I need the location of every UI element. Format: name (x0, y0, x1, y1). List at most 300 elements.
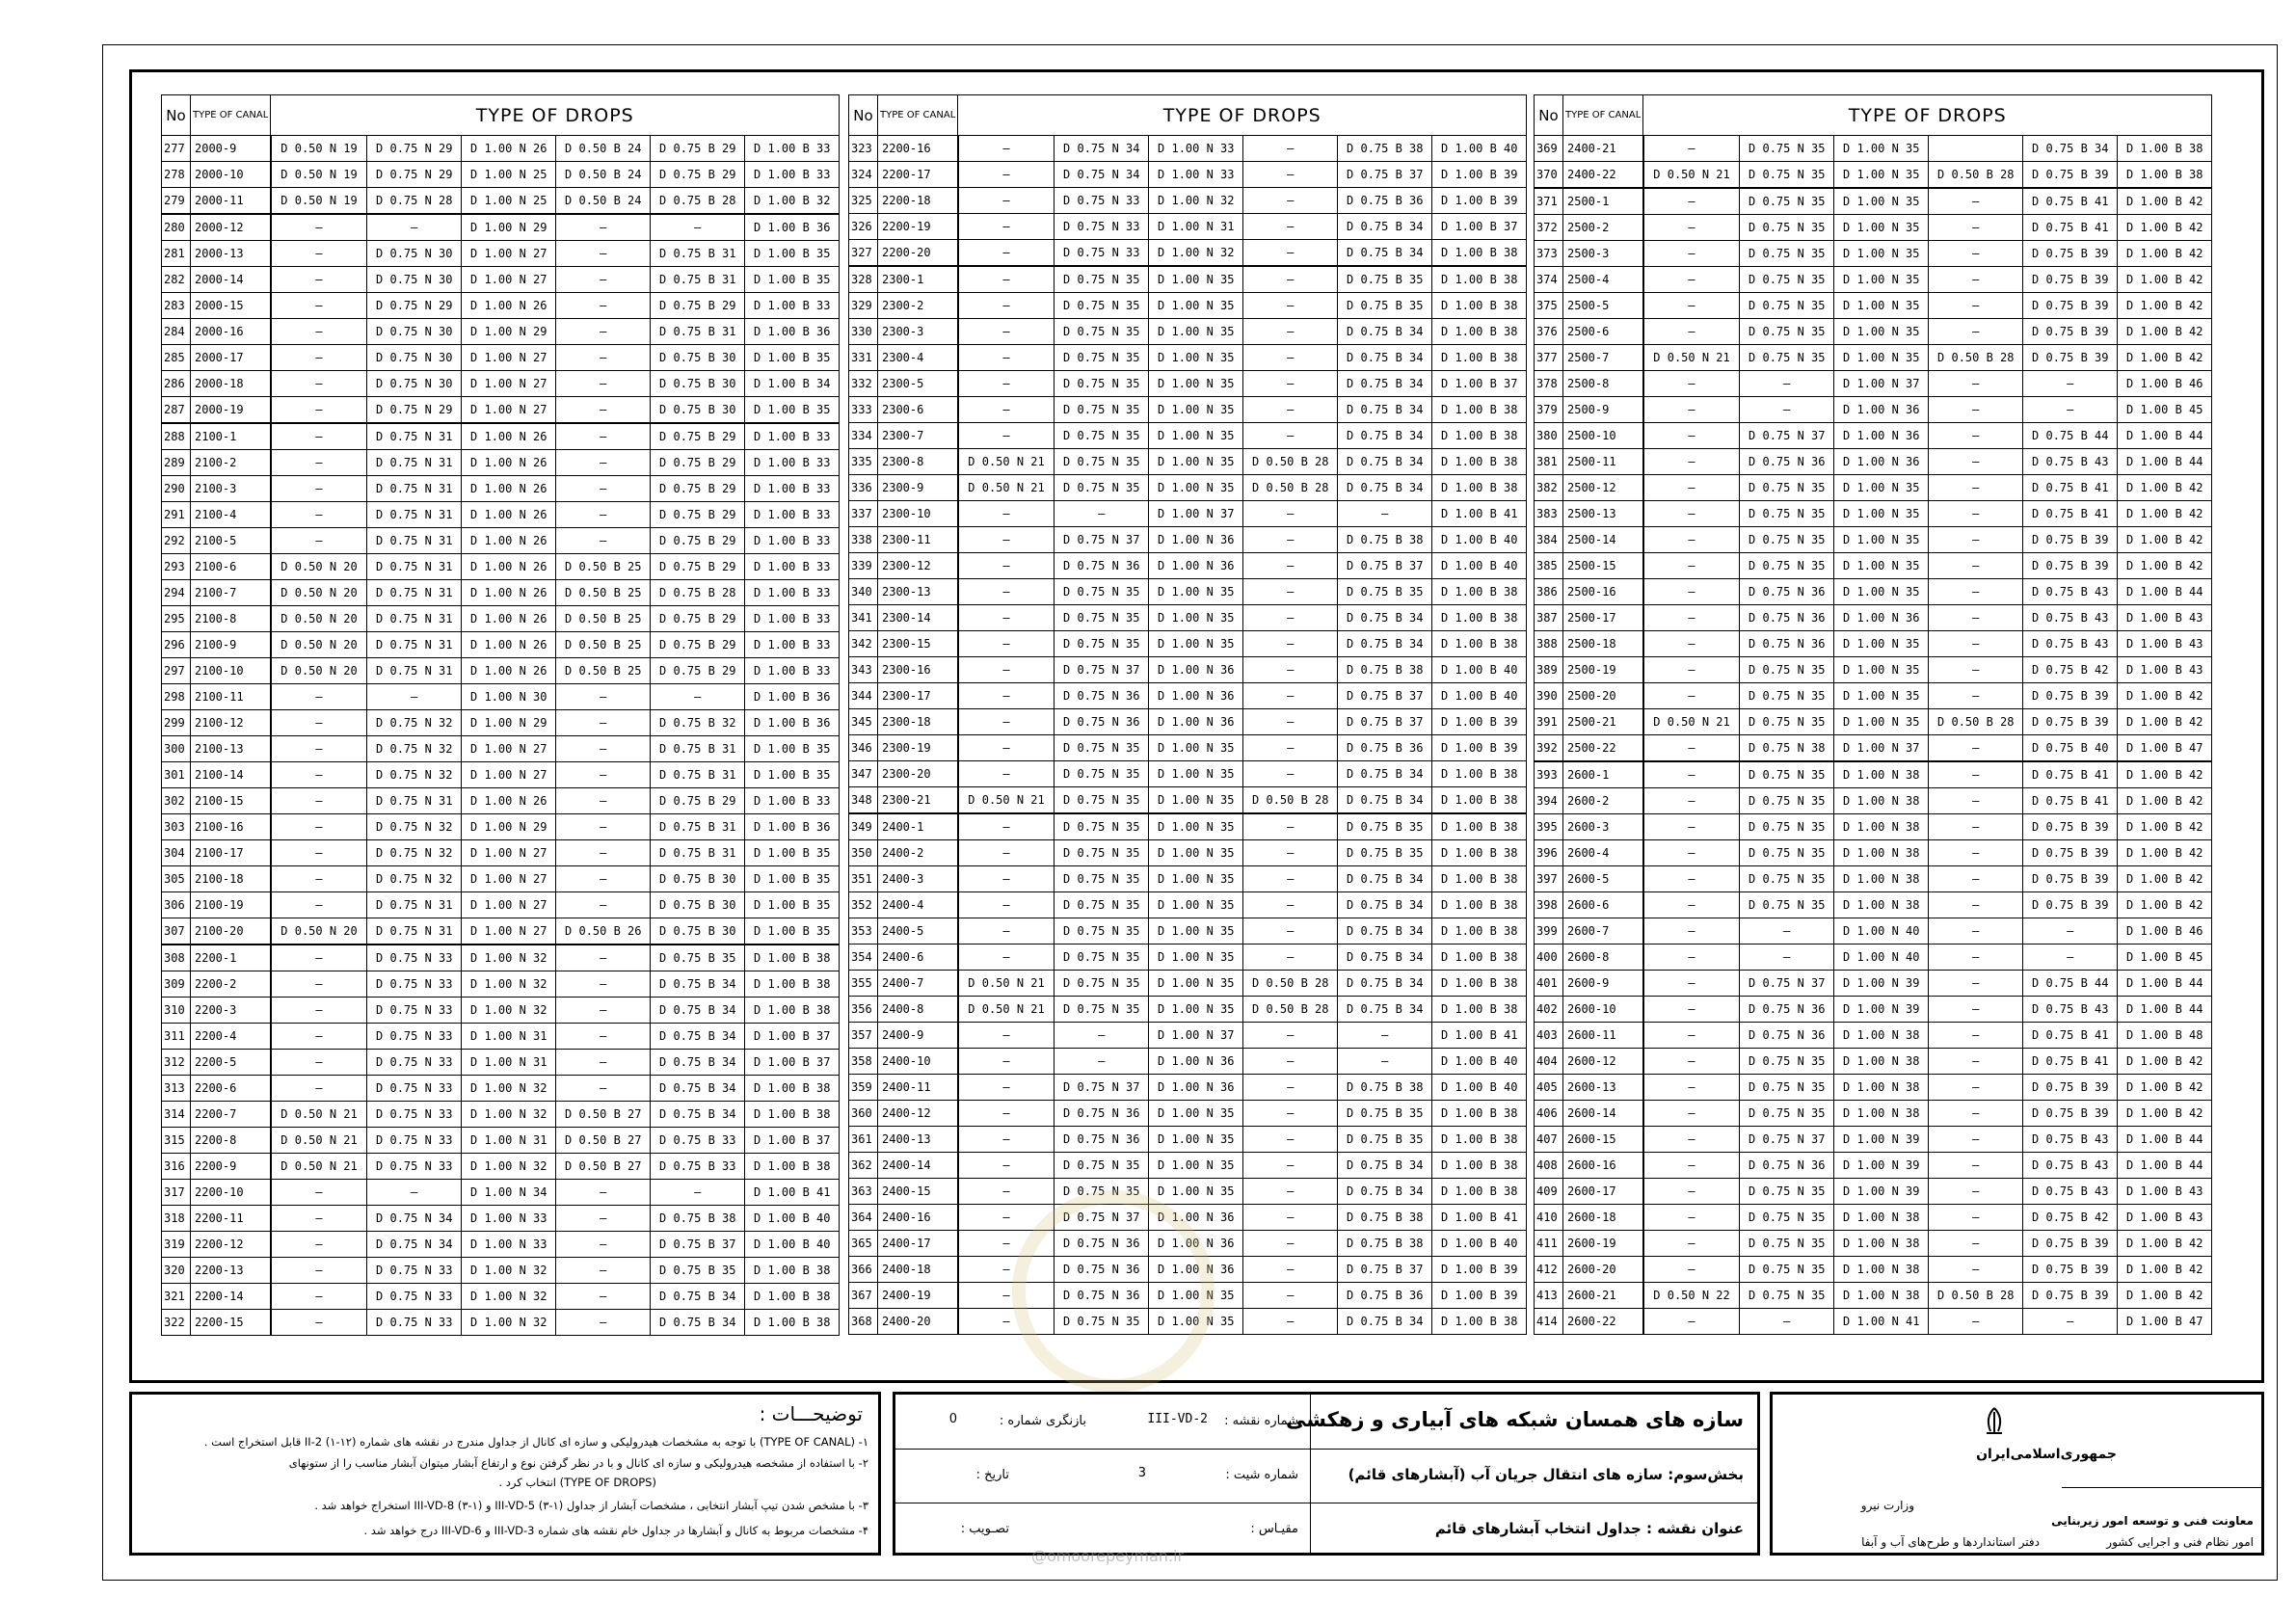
drop-type-cell: – (1643, 1023, 1740, 1049)
drop-type-cell: – (1243, 1179, 1338, 1205)
drop-type-cell: – (1740, 945, 1834, 971)
drop-type-cell: D 1.00 N 26 (462, 632, 556, 658)
drop-type-cell: D 1.00 N 37 (1834, 371, 1929, 397)
drop-type-cell: – (1243, 631, 1338, 657)
drop-type-cell: D 0.75 N 35 (1740, 1049, 1834, 1075)
row-number: 307 (162, 918, 191, 945)
drop-type-cell: D 0.75 B 31 (651, 736, 745, 762)
drop-type-cell: – (1243, 1049, 1338, 1075)
canal-type-cell: 2300-1 (878, 266, 958, 293)
drop-type-cell: D 1.00 N 32 (462, 1258, 556, 1284)
drop-type-cell: D 1.00 B 38 (1432, 866, 1527, 892)
drop-type-cell: D 0.75 B 39 (2023, 892, 2118, 918)
drop-type-cell: D 0.75 B 43 (2023, 605, 2118, 631)
row-number: 314 (162, 1102, 191, 1128)
footer (129, 1392, 2264, 1556)
drop-type-cell: – (958, 188, 1055, 214)
row-number: 308 (162, 945, 191, 971)
drop-type-cell: – (556, 371, 651, 397)
drop-type-cell: D 1.00 B 38 (1432, 319, 1527, 345)
drop-type-cell: – (1643, 1231, 1740, 1257)
drop-type-cell: D 1.00 B 43 (2118, 605, 2212, 631)
drop-type-cell: D 0.75 B 41 (2023, 1049, 2118, 1075)
drop-type-cell: D 1.00 N 35 (1834, 345, 1929, 371)
drop-type-cell: – (1929, 1023, 2023, 1049)
drop-type-cell: D 1.00 N 38 (1834, 1075, 1929, 1101)
drop-type-cell: – (958, 397, 1055, 423)
drop-type-cell: D 1.00 B 36 (745, 710, 840, 736)
row-number: 278 (162, 162, 191, 188)
row-number: 397 (1535, 866, 1563, 892)
drop-type-cell: D 1.00 B 42 (2118, 814, 2212, 840)
drop-type-cell: D 0.75 N 35 (1055, 579, 1149, 605)
drop-type-cell: D 0.50 B 28 (1243, 787, 1338, 814)
drop-type-cell: D 0.75 N 32 (367, 736, 462, 762)
drop-type-cell: D 0.75 N 35 (1055, 1179, 1149, 1205)
drop-type-cell: – (958, 527, 1055, 553)
drop-type-cell: – (1929, 683, 2023, 709)
drop-type-cell: D 0.75 B 41 (2023, 788, 2118, 814)
drop-type-cell: D 0.75 B 39 (2023, 709, 2118, 735)
header-type-of-drops: TYPE OF DROPS (271, 95, 840, 136)
drop-type-cell: D 0.75 B 29 (651, 606, 745, 632)
table-row (849, 1075, 1527, 1101)
drop-type-cell: D 1.00 N 40 (1834, 918, 1929, 945)
drop-type-cell: D 1.00 B 38 (745, 1154, 840, 1180)
drop-type-cell: – (1243, 813, 1338, 840)
drop-type-cell: D 0.75 N 33 (367, 1102, 462, 1128)
drop-type-cell: D 1.00 B 44 (2118, 1153, 2212, 1179)
drop-type-cell: D 0.75 B 34 (651, 1310, 745, 1336)
row-number: 290 (162, 476, 191, 502)
drop-type-cell: D 1.00 B 40 (1432, 1049, 1527, 1075)
sheet-no-label: شماره شیت : (1225, 1468, 1298, 1482)
drop-type-cell: D 0.50 N 20 (271, 580, 367, 606)
drop-type-cell: D 0.75 B 29 (651, 476, 745, 502)
drop-type-cell: D 1.00 B 38 (1432, 293, 1527, 319)
drop-type-cell: D 1.00 N 35 (1149, 1153, 1243, 1179)
drop-type-cell: D 0.75 B 31 (651, 241, 745, 267)
drop-type-cell: – (556, 814, 651, 840)
canal-type-cell: 2500-1 (1563, 188, 1643, 215)
drop-type-cell: D 0.75 B 30 (651, 371, 745, 397)
canal-type-cell: 2600-22 (1563, 1309, 1643, 1335)
drop-type-cell: D 1.00 N 30 (462, 684, 556, 710)
drop-type-cell: D 1.00 B 42 (2118, 709, 2212, 735)
canal-type-cell: 2400-11 (878, 1075, 958, 1101)
drop-type-cell: – (1243, 240, 1338, 267)
drop-type-cell: D 0.75 N 35 (1055, 840, 1149, 866)
drop-type-cell: – (271, 1284, 367, 1310)
drop-type-cell: D 1.00 N 27 (462, 918, 556, 945)
drop-type-cell: D 0.75 B 30 (651, 892, 745, 918)
drop-type-cell: – (556, 450, 651, 476)
drop-type-cell: D 0.75 N 36 (1055, 1101, 1149, 1127)
drop-type-cell: D 0.75 B 35 (1338, 579, 1432, 605)
row-number: 305 (162, 866, 191, 892)
drop-type-cell: D 1.00 B 42 (2118, 188, 2212, 215)
drop-type-cell: D 0.75 B 41 (2023, 188, 2118, 215)
drop-type-cell: D 1.00 N 27 (462, 840, 556, 866)
canal-type-cell: 2300-7 (878, 423, 958, 449)
revision-value: 0 (948, 1412, 957, 1426)
drop-type-cell: D 0.75 B 29 (651, 788, 745, 814)
drop-type-cell: – (1929, 1205, 2023, 1231)
drop-type-cell: – (958, 1153, 1055, 1179)
drop-type-cell: D 1.00 N 39 (1834, 1153, 1929, 1179)
table-row (162, 397, 840, 424)
drop-type-cell: – (1243, 840, 1338, 866)
drop-type-cell: – (271, 397, 367, 424)
drop-type-cell: D 0.75 N 31 (367, 918, 462, 945)
table-row (849, 1257, 1527, 1283)
drop-type-cell: D 0.75 B 34 (1338, 449, 1432, 475)
drop-type-cell: D 1.00 N 35 (1834, 293, 1929, 319)
drop-type-cell: – (1929, 866, 2023, 892)
drop-type-cell: – (271, 1310, 367, 1336)
drop-type-cell: D 1.00 N 35 (1834, 527, 1929, 553)
row-number: 312 (162, 1050, 191, 1076)
drop-type-cell: D 0.75 B 28 (651, 580, 745, 606)
row-number: 317 (162, 1180, 191, 1206)
drop-type-cell: D 0.50 B 25 (556, 632, 651, 658)
drop-type-cell: D 0.75 N 35 (1055, 266, 1149, 293)
row-number: 321 (162, 1284, 191, 1310)
drop-type-cell: D 0.75 N 35 (1055, 293, 1149, 319)
drop-type-cell: D 0.50 B 28 (1929, 345, 2023, 371)
row-number: 315 (162, 1128, 191, 1154)
drop-type-cell: D 0.75 N 31 (367, 580, 462, 606)
row-number: 323 (849, 136, 878, 162)
drop-type-cell: D 1.00 B 36 (745, 684, 840, 710)
drop-type-cell: – (1929, 553, 2023, 579)
drop-type-cell: – (556, 1232, 651, 1258)
drop-type-cell: D 1.00 B 42 (2118, 345, 2212, 371)
canal-type-cell: 2200-17 (878, 162, 958, 188)
canal-type-cell: 2500-15 (1563, 553, 1643, 579)
watermark-text: @omoorepeyman.ir (1031, 1547, 1185, 1565)
table-row (1535, 866, 2212, 892)
table-row (1535, 371, 2212, 397)
canal-type-cell: 2200-19 (878, 214, 958, 240)
drop-type-cell: D 1.00 N 31 (462, 1024, 556, 1050)
row-number: 389 (1535, 657, 1563, 683)
drop-type-cell: D 1.00 B 40 (1432, 553, 1527, 579)
table-row (1535, 918, 2212, 945)
drop-type-cell: D 1.00 B 38 (2118, 162, 2212, 189)
note-item: ۳- با مشخص شدن تیپ آبشار انتخابی ، مشخصات آبشار از جداول (۱-۳) III-VD-5 و (۱-۳) III-VD-8 استخراج خواهد شد . (314, 1499, 868, 1512)
drop-type-cell: – (556, 892, 651, 918)
drop-type-cell: D 1.00 N 36 (1149, 709, 1243, 735)
drop-type-cell: D 0.75 N 29 (367, 293, 462, 319)
drop-type-cell: D 1.00 N 26 (462, 658, 556, 684)
canal-type-cell: 2500-14 (1563, 527, 1643, 553)
drop-type-cell: – (1643, 840, 1740, 866)
row-number: 372 (1535, 215, 1563, 241)
canal-type-cell: 2600-8 (1563, 945, 1643, 971)
row-number: 376 (1535, 319, 1563, 345)
drop-type-cell: D 1.00 B 42 (2118, 241, 2212, 267)
canal-type-cell: 2100-12 (191, 710, 271, 736)
canal-type-cell: 2100-10 (191, 658, 271, 684)
table-row (1535, 1153, 2212, 1179)
row-number: 306 (162, 892, 191, 918)
drop-type-cell: D 1.00 B 36 (745, 214, 840, 241)
drop-type-cell: – (958, 1309, 1055, 1335)
drop-type-cell: – (271, 866, 367, 892)
drop-type-cell: – (271, 684, 367, 710)
drop-type-cell: D 0.75 B 37 (1338, 683, 1432, 709)
drop-type-cell: – (556, 971, 651, 998)
drop-type-cell: D 0.75 B 39 (2023, 319, 2118, 345)
drop-type-cell: – (556, 502, 651, 528)
drop-type-cell: D 0.50 N 21 (958, 971, 1055, 997)
drop-type-cell: D 0.75 B 43 (2023, 579, 2118, 605)
drop-type-cell: D 0.75 B 32 (651, 710, 745, 736)
row-number: 384 (1535, 527, 1563, 553)
drop-type-cell: – (958, 683, 1055, 709)
drop-type-cell: D 1.00 N 35 (1149, 266, 1243, 293)
drop-type-cell: D 0.75 B 34 (1338, 761, 1432, 787)
drop-type-cell: – (556, 762, 651, 788)
drop-type-cell: – (1929, 1075, 2023, 1101)
drop-type-cell: – (1643, 1257, 1740, 1283)
row-number: 400 (1535, 945, 1563, 971)
drop-type-cell (1929, 136, 2023, 162)
drop-type-cell: D 0.75 B 35 (1338, 266, 1432, 293)
drop-type-cell: – (1643, 449, 1740, 475)
table-row (162, 554, 840, 580)
row-number: 388 (1535, 631, 1563, 657)
canal-type-cell: 2400-1 (878, 813, 958, 840)
canal-type-cell: 2200-12 (191, 1232, 271, 1258)
drop-type-cell: – (1929, 788, 2023, 814)
drop-type-cell: D 1.00 N 38 (1834, 1231, 1929, 1257)
row-number: 287 (162, 397, 191, 424)
row-number: 381 (1535, 449, 1563, 475)
table-row (162, 1258, 840, 1284)
row-number: 300 (162, 736, 191, 762)
drop-type-cell: – (271, 214, 367, 241)
canal-type-cell: 2200-9 (191, 1154, 271, 1180)
table-row (849, 787, 1527, 814)
row-number: 296 (162, 632, 191, 658)
row-number: 302 (162, 788, 191, 814)
drop-type-cell: D 0.75 N 33 (1055, 240, 1149, 267)
drop-type-cell: D 1.00 B 42 (2118, 215, 2212, 241)
drop-type-cell: D 0.75 B 34 (1338, 214, 1432, 240)
drop-type-cell: D 1.00 B 40 (745, 1206, 840, 1232)
table-row (849, 449, 1527, 475)
canal-type-cell: 2600-11 (1563, 1023, 1643, 1049)
canal-type-cell: 2600-20 (1563, 1257, 1643, 1283)
canal-type-cell: 2500-22 (1563, 735, 1643, 762)
drop-type-cell: D 1.00 N 39 (1834, 971, 1929, 997)
row-number: 281 (162, 241, 191, 267)
drop-type-cell: D 1.00 N 29 (462, 814, 556, 840)
drop-type-cell: – (1929, 1309, 2023, 1335)
drop-type-cell: – (958, 657, 1055, 683)
drop-type-cell: – (958, 840, 1055, 866)
drop-type-cell: – (1643, 1179, 1740, 1205)
table-row (162, 1206, 840, 1232)
canal-type-cell: 2400-14 (878, 1153, 958, 1179)
drop-type-cell: D 1.00 N 27 (462, 267, 556, 293)
table-row (162, 1128, 840, 1154)
canal-type-cell: 2200-20 (878, 240, 958, 267)
drop-type-cell: D 0.75 N 36 (1055, 1231, 1149, 1257)
drop-type-cell: – (271, 423, 367, 450)
table-row (1535, 1101, 2212, 1127)
drop-type-cell: D 1.00 N 38 (1834, 1049, 1929, 1075)
drop-type-cell: D 0.75 B 28 (651, 188, 745, 215)
drop-type-cell: – (556, 736, 651, 762)
drop-type-cell: – (1929, 188, 2023, 215)
title-block (893, 1392, 1760, 1556)
table-row (849, 371, 1527, 397)
row-number: 357 (849, 1023, 878, 1049)
row-number: 322 (162, 1310, 191, 1336)
drop-type-cell: D 1.00 N 36 (1149, 553, 1243, 579)
drop-type-cell: – (271, 476, 367, 502)
drop-type-cell: – (1243, 657, 1338, 683)
row-number: 309 (162, 971, 191, 998)
drop-type-cell: – (1929, 527, 2023, 553)
drop-type-cell: D 1.00 B 46 (2118, 918, 2212, 945)
table-row (162, 971, 840, 998)
table-row (162, 502, 840, 528)
drop-type-cell: D 1.00 N 26 (462, 528, 556, 554)
drop-type-cell: – (1643, 918, 1740, 945)
drop-type-cell: D 1.00 N 39 (1834, 997, 1929, 1023)
row-number: 339 (849, 553, 878, 579)
drop-type-cell: D 1.00 B 33 (745, 632, 840, 658)
note-item: (TYPE OF DROPS) انتخاب کرد . (498, 1476, 656, 1489)
drop-type-cell: D 0.75 N 35 (1055, 345, 1149, 371)
drop-type-cell: D 1.00 N 35 (1149, 319, 1243, 345)
drop-type-cell: – (1929, 501, 2023, 527)
drop-type-cell: D 0.75 B 39 (2023, 814, 2118, 840)
canal-type-cell: 2100-1 (191, 423, 271, 450)
drop-type-cell: D 1.00 B 44 (2118, 971, 2212, 997)
canal-type-cell: 2400-13 (878, 1127, 958, 1153)
drop-type-cell: D 1.00 B 38 (1432, 397, 1527, 423)
drop-type-cell: – (1243, 1075, 1338, 1101)
drop-type-cell: D 0.75 N 36 (1740, 1153, 1834, 1179)
table-row (849, 1127, 1527, 1153)
drop-type-cell: D 0.75 N 35 (1740, 1283, 1834, 1309)
drop-type-cell: D 0.75 N 33 (367, 1258, 462, 1284)
drop-type-cell: – (1243, 709, 1338, 735)
drop-type-cell: D 0.50 B 28 (1929, 162, 2023, 189)
table-row (849, 1231, 1527, 1257)
drawing-no: III-VD-2 (1147, 1412, 1208, 1426)
drop-type-cell: D 1.00 N 35 (1834, 267, 1929, 293)
canal-type-cell: 2200-6 (191, 1076, 271, 1102)
row-number: 411 (1535, 1231, 1563, 1257)
drop-type-cell: – (1929, 215, 2023, 241)
drop-type-cell: D 0.75 N 35 (1740, 709, 1834, 735)
drop-type-cell: D 0.75 N 35 (1055, 971, 1149, 997)
drop-type-cell: D 1.00 B 32 (745, 188, 840, 215)
drop-type-cell: – (1643, 267, 1740, 293)
canal-type-cell: 2100-2 (191, 450, 271, 476)
row-number: 396 (1535, 840, 1563, 866)
drop-type-cell: D 1.00 B 38 (1432, 579, 1527, 605)
drop-type-cell: – (958, 1231, 1055, 1257)
table-row (1535, 840, 2212, 866)
canal-type-cell: 2600-2 (1563, 788, 1643, 814)
office-2: دفتر استانداردها و طرح‌های آب و آبفا (1861, 1535, 2040, 1549)
drop-type-cell: – (556, 1180, 651, 1206)
row-number: 359 (849, 1075, 878, 1101)
drop-type-cell: D 0.75 N 35 (1055, 997, 1149, 1023)
table-row (162, 998, 840, 1024)
canal-type-cell: 2000-9 (191, 136, 271, 162)
drop-type-cell: D 0.75 B 29 (651, 136, 745, 162)
canal-type-cell: 2300-5 (878, 371, 958, 397)
note-item: ۱- (TYPE OF CANAL) با توجه به مشخصات هیدرولیکی و سازه ای کانال از جداول مندرج در نقشه های شماره (۱۲-۱) II-2 قابل استخراج است . (203, 1435, 868, 1449)
table-row (162, 1102, 840, 1128)
row-number: 328 (849, 266, 878, 293)
drop-type-cell: D 1.00 N 35 (1149, 1127, 1243, 1153)
drop-type-cell: D 1.00 B 33 (745, 423, 840, 450)
country-name: جمهوری‌اسلامی‌ایران (1976, 1447, 2117, 1462)
canal-type-cell: 2100-8 (191, 606, 271, 632)
drop-type-cell: D 1.00 N 38 (1834, 892, 1929, 918)
table-row (162, 632, 840, 658)
table-row (849, 813, 1527, 840)
table-row (162, 1284, 840, 1310)
table-row (1535, 1023, 2212, 1049)
drop-type-cell: D 0.75 N 35 (1740, 501, 1834, 527)
drop-type-cell: D 1.00 N 35 (1149, 1283, 1243, 1309)
drop-type-cell: D 1.00 B 38 (1432, 971, 1527, 997)
drop-type-cell: D 1.00 B 35 (745, 762, 840, 788)
row-number: 319 (162, 1232, 191, 1258)
table-row (849, 866, 1527, 892)
drop-type-cell: – (958, 162, 1055, 188)
canal-type-cell: 2100-6 (191, 554, 271, 580)
iran-emblem-icon (1975, 1404, 2014, 1443)
drop-type-cell: – (271, 1050, 367, 1076)
row-number: 293 (162, 554, 191, 580)
row-number: 369 (1535, 136, 1563, 162)
drop-type-cell: D 0.75 N 34 (1055, 136, 1149, 162)
drop-type-cell: – (1643, 397, 1740, 423)
drop-type-cell: – (1929, 1231, 2023, 1257)
canal-type-cell: 2200-1 (191, 945, 271, 971)
drop-type-cell: – (1243, 293, 1338, 319)
drop-type-cell: D 1.00 N 35 (1149, 371, 1243, 397)
drop-type-cell: D 0.75 N 37 (1055, 657, 1149, 683)
drop-type-cell: – (1643, 788, 1740, 814)
row-number: 311 (162, 1024, 191, 1050)
drop-type-cell: D 1.00 N 26 (462, 606, 556, 632)
drop-type-cell: – (1243, 918, 1338, 945)
drop-type-cell: D 0.75 B 44 (2023, 971, 2118, 997)
drop-type-cell: D 1.00 N 32 (462, 1284, 556, 1310)
drop-type-cell: D 1.00 N 32 (462, 1310, 556, 1336)
canal-type-cell: 2200-5 (191, 1050, 271, 1076)
drop-type-cell: – (1643, 188, 1740, 215)
drop-type-cell: D 0.75 B 38 (1338, 1205, 1432, 1231)
drop-type-cell: – (1643, 319, 1740, 345)
table-row (849, 240, 1527, 267)
drop-type-cell: D 1.00 B 41 (745, 1180, 840, 1206)
drop-type-cell: D 1.00 B 38 (1432, 787, 1527, 814)
table-row (849, 397, 1527, 423)
